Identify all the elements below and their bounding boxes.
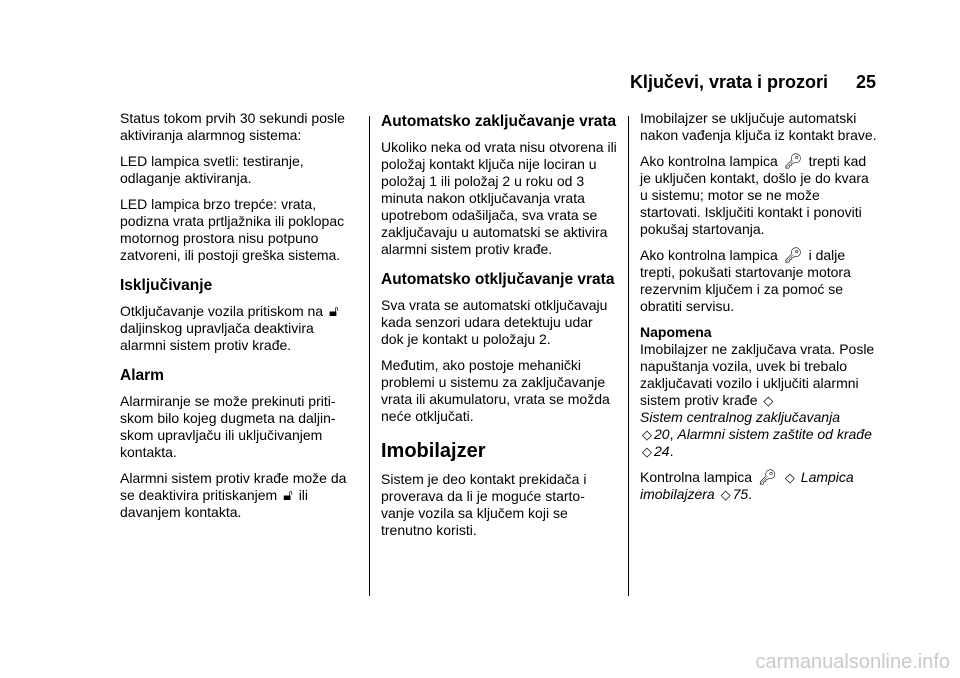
reference-link-immobilizer-lamp[interactable]: Lampica imobilajzera — [640, 469, 854, 502]
reference-arrow-icon: ◇ — [763, 393, 774, 408]
header-title: Ključevi, vrata i prozori — [629, 72, 828, 92]
paragraph-text: i dalje trepti, pokušati startovanje motora rezervnim ključem i za pomoć se obratiti servisu. — [640, 247, 851, 314]
paragraph-text: Kontrolna lampica — [640, 469, 753, 485]
reference-page[interactable]: 20 — [654, 426, 670, 442]
section-heading-iskljucivanje: Isključivanje — [120, 277, 213, 294]
watermark: carmanualsonline.info — [755, 651, 950, 673]
immobilizer-lamp-icon: 🔑︎ — [783, 153, 803, 170]
page-header — [0, 70, 960, 94]
paragraph: LED lampica brzo trepće: vrata, podizna vrata prtljažnika ili poklopac motornog prostora nisu potpuno zatvoreni, ili postoji greška sistema. — [120, 196, 345, 263]
reference-arrow-icon: ◇ — [642, 444, 652, 459]
paragraph — [120, 470, 356, 521]
page-number: 25 — [855, 72, 876, 92]
section-heading-automatsko-zakljucavanje: Automatsko zaključavanje vrata — [381, 113, 617, 130]
section-heading-imobilajzer: Imobilajzer — [381, 440, 486, 462]
paragraph: Sistem je deo kontakt prekidača i proverava da li je moguće starto- vanje vozila sa ključem koji se trenutno koristi. — [381, 471, 587, 538]
paragraph-text: ili davanjem kontakta. — [120, 487, 309, 520]
immobilizer-lamp-icon: 🔑︎ — [783, 247, 803, 264]
paragraph: Alarmiranje se može prekinuti priti- skom bilo kojeg dugmeta na daljin- skom upravljaču ili uključivanjem kontakta. — [120, 393, 336, 460]
note-title: Napomena — [640, 324, 712, 340]
reference-link-anti-theft-alarm[interactable]: Alarmni sistem zaštite od krađe — [677, 426, 872, 442]
paragraph-text: Alarmni sistem protiv krađe može da se deaktivira pritiskanjem — [120, 470, 347, 503]
paragraph — [640, 153, 880, 238]
paragraph-text: trepti kad je uključen kontakt, došlo je do kvara u sistemu; motor se ne može startovati. Isključiti kontakt i ponoviti pokušaj startovanja. — [640, 153, 869, 237]
paragraph: Imobilajzer se uključuje automatski nakon vađenja ključa iz kontakt brave. — [640, 110, 877, 143]
paragraph-text: Otključavanje vozila pritiskom na — [120, 303, 324, 319]
column-3 — [640, 110, 880, 512]
paragraph-text: daljinskog upravljača deaktivira alarmni sistem protiv krađe. — [120, 320, 314, 353]
paragraph: LED lampica svetli: testiranje, odlaganje aktiviranja. — [120, 153, 304, 186]
paragraph: Međutim, ako postoje mehanički problemi u sistemu za zaključavanje vrata ili akumulatoru, vrata se možda neće otključati. — [381, 357, 610, 424]
paragraph-text: Ako kontrolna lampica — [640, 153, 778, 169]
note-text: Imobilajzer ne zaključava vrata. Posle napuštanja vozila, uvek bi trebalo zaključavati vozilo i uključiti alarmni sistem protiv krađe — [640, 341, 875, 408]
reference-arrow-icon: ◇ — [720, 487, 731, 502]
reference-page[interactable]: 24 — [654, 443, 670, 459]
reference-page[interactable]: 75 — [732, 486, 749, 502]
reference-arrow-icon: ◇ — [784, 470, 795, 485]
unlock-key-icon: 🔓︎ — [283, 487, 293, 504]
paragraph: Sva vrata se automatski otključavaju kada senzori udara detektuju udar dok je kontakt u položaju 2. — [381, 297, 608, 347]
paragraph — [120, 303, 356, 354]
immobilizer-lamp-icon: 🔑︎ — [757, 469, 777, 486]
note-paragraph: Imobilajzer ne zaključava vrata. Posle napuštanja vozila, uvek bi trebalo zaključavati vozilo i uključiti alarmni sistem protiv krađe ◇ Sistem centralnog zaključavanja ◇ 20, Alarmni sistem zaštite od krađe ◇ 24. — [640, 341, 875, 459]
paragraph: Ukoliko neka od vrata nisu otvorena ili položaj kontakt ključa nije lociran u položaj 1 ili položaj 2 u roku od 3 minuta nakon otključavanja vrata upotrebom odašiljača, sva vrata se zaključavaju u automatski se aktivira alarmni sistem protiv krađe. — [381, 139, 617, 257]
unlock-key-icon: 🔓︎ — [328, 303, 339, 320]
reference-arrow-icon: ◇ — [642, 427, 652, 442]
section-heading-automatsko-otkljucavanje: Automatsko otključavanje vrata — [381, 271, 615, 288]
column-1 — [120, 110, 356, 530]
column-divider — [369, 116, 370, 596]
paragraph: Status tokom prvih 30 sekundi posle aktiviranja alarmnog sistema: — [120, 110, 345, 143]
paragraph — [640, 247, 880, 315]
column-divider — [628, 116, 629, 596]
section-heading-alarm: Alarm — [120, 367, 164, 384]
reference-link-central-locking[interactable]: Sistem centralnog zaključavanja — [640, 409, 840, 425]
paragraph: Kontrolna lampica 🔑︎ ◇ Lampica imobilajzera ◇ 75. — [640, 469, 854, 502]
paragraph-text: Ako kontrolna lampica — [640, 247, 778, 263]
column-2 — [381, 112, 617, 548]
